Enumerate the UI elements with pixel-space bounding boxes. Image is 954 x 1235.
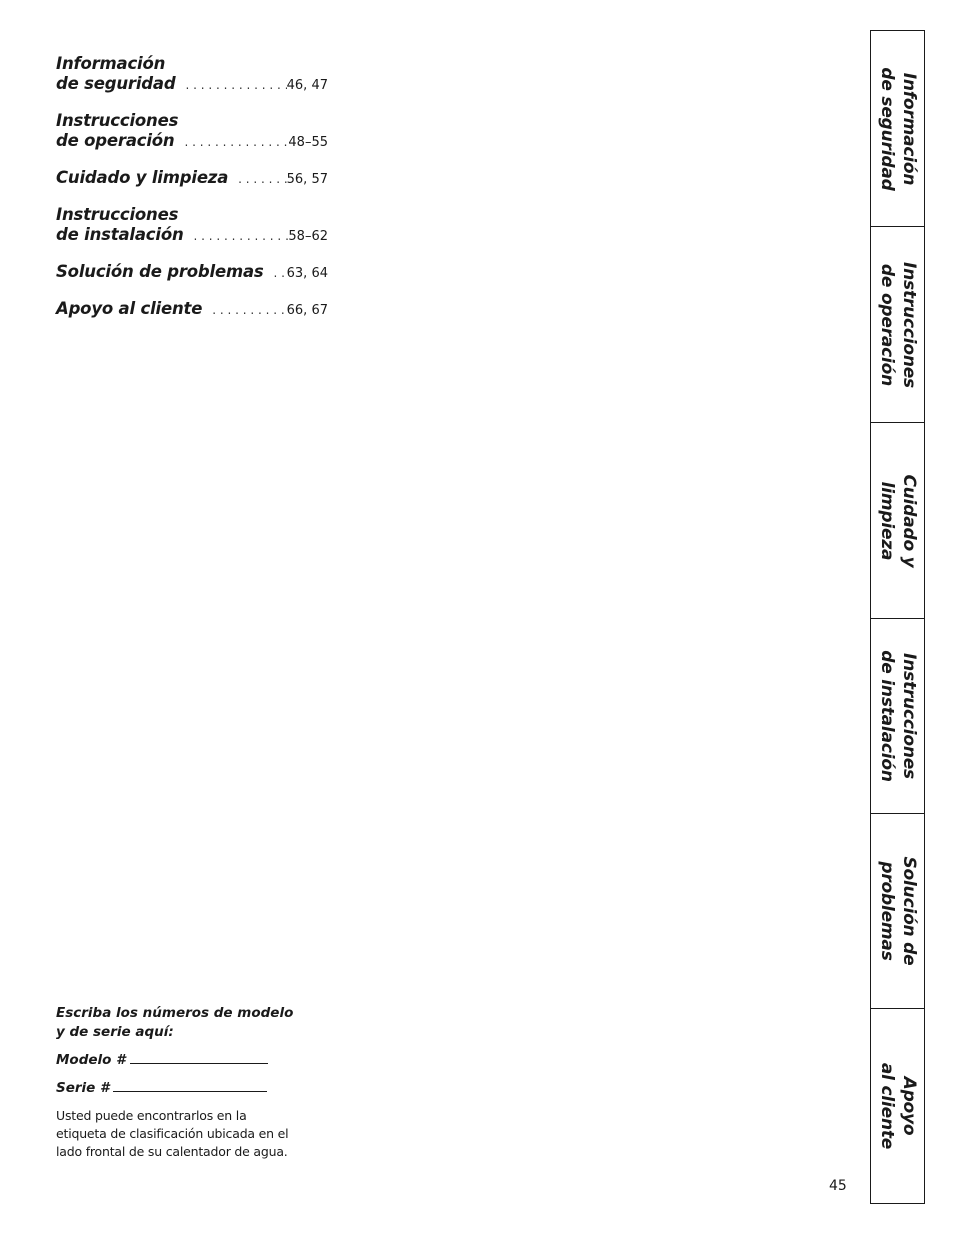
tab-label-line1: Instrucciones xyxy=(898,261,919,388)
tab-informacion-de-seguridad[interactable] xyxy=(871,31,924,227)
toc-entry-problemas[interactable] xyxy=(56,262,328,282)
model-blank-line[interactable] xyxy=(130,1051,268,1064)
toc-entry-title: Cuidado y limpieza xyxy=(56,168,229,187)
tab-solucion-de-problemas[interactable] xyxy=(871,814,924,1009)
toc-entry-pages: 46, 47 xyxy=(286,78,328,93)
tab-label-line1: Solución de xyxy=(898,856,919,966)
page-number: 45 xyxy=(829,1178,847,1194)
toc-leader-dots xyxy=(185,78,286,92)
toc-leader-dots xyxy=(212,303,286,317)
model-serial-record xyxy=(56,1004,306,1161)
tab-instrucciones-de-operacion[interactable] xyxy=(871,227,924,423)
tab-label-line2: de seguridad xyxy=(876,66,897,191)
toc-entry-title-line2: de operación xyxy=(56,131,175,150)
toc-entry-apoyo[interactable] xyxy=(56,299,328,319)
record-heading-line1: Escriba los números de modelo xyxy=(56,1005,294,1021)
tab-instrucciones-de-instalacion[interactable] xyxy=(871,619,924,814)
tab-cuidado-y-limpieza[interactable] xyxy=(871,423,924,619)
toc-entry-title: Apoyo al cliente xyxy=(56,299,203,318)
toc-entry-pages: 48–55 xyxy=(288,135,328,150)
tab-label-line2: problemas xyxy=(876,861,897,961)
tab-label-line1: Información xyxy=(898,72,919,185)
record-heading xyxy=(56,1004,306,1042)
tab-label-line2: de instalación xyxy=(876,650,897,782)
toc-entry-title-line1: Instrucciones xyxy=(56,111,179,130)
toc-entry-pages: 56, 57 xyxy=(286,172,328,187)
toc-entry-instalacion[interactable] xyxy=(56,205,328,245)
tab-label-line1: Cuidado y xyxy=(898,473,919,568)
toc-entry-title-line2: de seguridad xyxy=(56,74,176,93)
toc-entry-operacion[interactable] xyxy=(56,111,328,151)
toc-leader-dots xyxy=(274,266,287,280)
toc-entry-pages: 66, 67 xyxy=(286,303,328,318)
toc-entry-title-line1: Información xyxy=(56,54,166,73)
serial-label: Serie # xyxy=(56,1080,110,1096)
toc-leader-dots xyxy=(194,229,289,243)
record-note-line1: Usted puede encontrarlos en la xyxy=(56,1108,247,1123)
toc-entry-pages: 63, 64 xyxy=(286,266,328,281)
tab-apoyo-al-cliente[interactable] xyxy=(871,1009,924,1203)
record-note-line2: etiqueta de clasificación ubicada en el xyxy=(56,1126,289,1141)
toc-leader-dots xyxy=(184,135,288,149)
toc-entry-title-line1: Instrucciones xyxy=(56,205,179,224)
toc-entry-title-line2: de instalación xyxy=(56,225,184,244)
record-note-line3: lado frontal de su calentador de agua. xyxy=(56,1144,288,1159)
tab-label-line1: Apoyo xyxy=(898,1076,919,1136)
record-heading-line2: y de serie aquí: xyxy=(56,1024,174,1040)
model-label: Modelo # xyxy=(56,1052,126,1068)
toc-entry-title: Solución de problemas xyxy=(56,262,264,281)
tab-label-line2: limpieza xyxy=(876,481,897,560)
table-of-contents xyxy=(56,54,328,336)
serial-blank-line[interactable] xyxy=(113,1079,267,1092)
toc-leader-dots xyxy=(238,172,286,186)
toc-entry-seguridad[interactable] xyxy=(56,54,328,94)
section-tabs xyxy=(870,30,925,1204)
tab-label-line1: Instrucciones xyxy=(898,653,919,779)
tab-label-line2: de operación xyxy=(876,263,897,386)
toc-entry-cuidado[interactable] xyxy=(56,168,328,188)
toc-entry-pages: 58–62 xyxy=(288,229,328,244)
model-field xyxy=(56,1051,306,1070)
record-note xyxy=(56,1107,306,1161)
serial-field xyxy=(56,1079,306,1098)
tab-label-line2: al cliente xyxy=(876,1062,897,1150)
